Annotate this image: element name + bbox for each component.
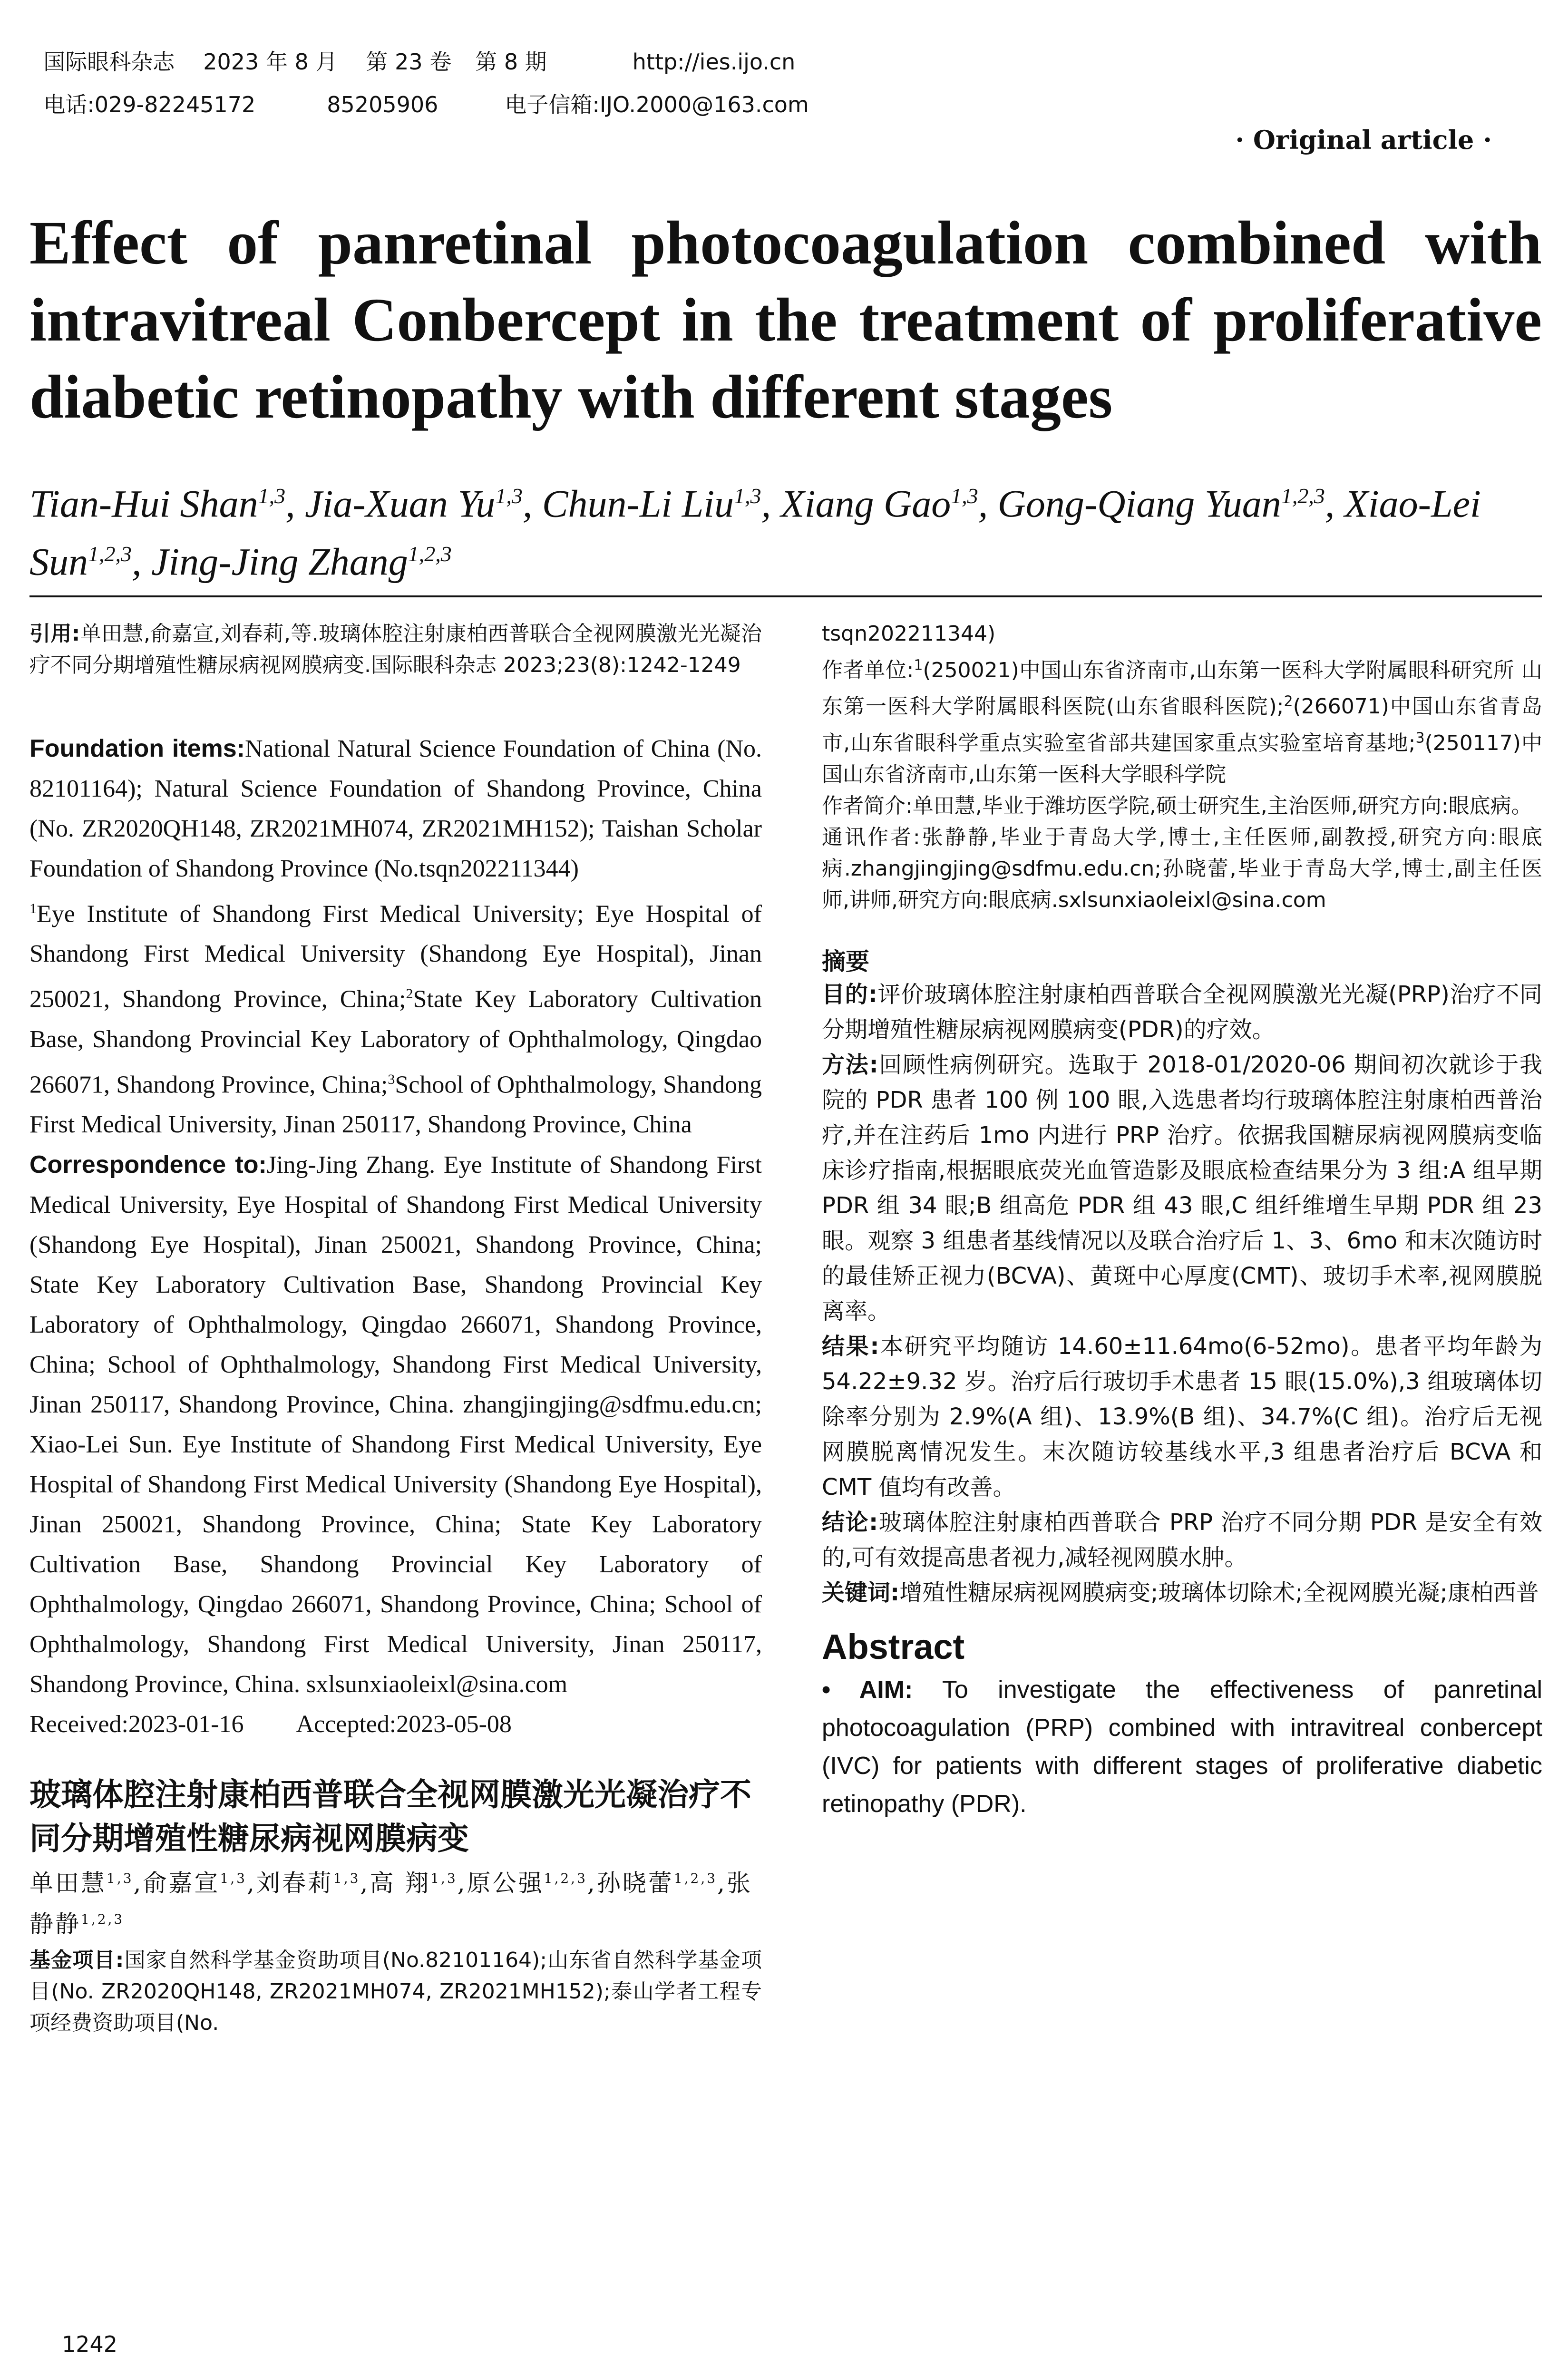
- cn-author-name: 原公强: [467, 1869, 544, 1897]
- cn-author-name: 张静静: [29, 1869, 752, 1938]
- author-affiliation-mark: 1,3: [734, 484, 761, 508]
- article-title: Effect of panretinal photocoagulation combined with intravitreal Conbercept in the treatment of proliferative diabetic retinopathy with different stages: [29, 209, 1542, 431]
- author-name: Jia-Xuan Yu: [305, 482, 496, 526]
- corresponding-author: 通讯作者:张静静,毕业于青岛大学,博士,主任医师,副教授,研究方向:眼底病.zhangjingjing@sdfmu.edu.cn;孙晓蕾,毕业于青岛大学,博士,副主任医师,讲师,研究方向:眼底病.sxlsunxiaoleixl@sina.com: [822, 825, 1542, 912]
- phone: 电话:029-82245172: [43, 92, 256, 117]
- unit-affiliation-mark: 2: [1284, 693, 1293, 710]
- author-affiliation-mark: 1,3: [258, 484, 286, 508]
- author-units: 作者单位:$^1$(250021)中国山东省济南市,山东第一医科大学附属眼科研究所 山东第一医科大学附属眼科医院(山东省眼科医院);$^2$(266071)中国山东省青岛市,山东省眼科学重点实验室省部共建国家重点实验室培育基地;$^3$(250117)中国山东省济南市,山东第一医科大学眼科学院: [822, 657, 1543, 787]
- chinese-title: 玻璃体腔注射康柏西普联合全视网膜激光光凝治疗不同分期增殖性糖尿病视网膜病变: [29, 1776, 751, 1857]
- cn-author-affiliation-mark: 1,2,3: [673, 1870, 718, 1886]
- author-name: Jing-Jing Zhang: [151, 540, 408, 584]
- chinese-author-list: 单田慧$^{1,3}$,俞嘉宣$^{1,3}$,刘春莉$^{1,3}$,高 翔$^{1,3}$,原公强$^{1,2,3}$,孙晓蕾$^{1,2,3}$,张静静$^{1,2,3}$: [29, 1869, 752, 1938]
- author-affiliation-mark: 1,3: [495, 484, 523, 508]
- unit-affiliation-mark: 3: [1415, 730, 1425, 747]
- journal-url: http://ies.ijo.cn: [632, 49, 796, 75]
- keywords: 关键词:增殖性糖尿病视网膜病变;玻璃体切除术;全视网膜光凝;康柏西普: [822, 1579, 1539, 1606]
- title-divider: [29, 595, 1542, 597]
- author-name: Tian-Hui Shan: [29, 482, 258, 526]
- author-affiliation-mark: 1,2,3: [1281, 484, 1325, 508]
- cn-author-name: 孙晓蕾: [596, 1869, 674, 1897]
- citation: 引用:单田慧,俞嘉宣,刘春莉,等.玻璃体腔注射康柏西普联合全视网膜激光光凝治疗不同分期增殖性糖尿病视网膜病变.国际眼科杂志 2023;23(8):1242-1249: [29, 622, 762, 677]
- right-column: [822, 618, 1542, 1823]
- cn-author-name: 高 翔: [370, 1869, 431, 1897]
- cn-author-affiliation-mark: 1,3: [107, 1870, 134, 1886]
- cn-author-affiliation-mark: 1,3: [220, 1870, 247, 1886]
- unit-text: (266071)中国山东省青岛市,山东省眼科学重点实验室省部共建国家重点实验室培育基地;: [822, 694, 1543, 755]
- cn-author-affiliation-mark: 1,3: [333, 1870, 360, 1886]
- foundation-items: Foundation items:National Natural Science Foundation of China (No. 82101164); Natural Science Foundation of Shandong Province, China (No. ZR2020QH148, ZR2021MH074, ZR2021MH152); Taishan Scholar Foundation of Shandong Province (No.tsqn202211344): [29, 735, 762, 882]
- author-affiliation-mark: 1,3: [951, 484, 978, 508]
- affiliations: $^1$Eye Institute of Shandong First Medical University; Eye Hospital of Shandong First Medical University (Shandong Eye Hospital), Jinan 250021, Shandong Province, China;$^2$State Key Laboratory Cultivation Base, Shandong Provincial Key Laboratory of Ophthalmology, Qingdao 266071, Shandong Province, China;$^3$School of Ophthalmology, Shandong First Medical University, Jinan 250117, Shandong Province, China: [29, 900, 762, 1138]
- journal-name: 国际眼科杂志: [43, 49, 175, 75]
- cn-author-name: 单田慧: [29, 1869, 107, 1897]
- email: 电子信箱:IJO.2000@163.com: [505, 92, 809, 117]
- abstract-aim: 目的:评价玻璃体腔注射康柏西普联合全视网膜激光光凝(PRP)治疗不同分期增殖性糖尿病视网膜病变(PDR)的疗效。: [822, 981, 1542, 1043]
- phone2: 85205906: [327, 92, 438, 117]
- english-abstract-heading: Abstract: [822, 1627, 965, 1666]
- cn-author-affiliation-mark: 1,3: [430, 1870, 458, 1886]
- author-name: Gong-Qiang Yuan: [997, 482, 1281, 526]
- author-affiliation-mark: 1,2,3: [408, 542, 452, 566]
- received-date: Received:2023-01-16: [29, 1710, 244, 1738]
- abstract-aim-en: • AIM: To investigate the effectiveness of panretinal photocoagulation (PRP) combined with intravitreal conbercept (IVC) for patients with different stages of proliferative diabetic retinopathy (PDR).: [822, 1676, 1542, 1818]
- correspondence: Correspondence to:Jing-Jing Zhang. Eye Institute of Shandong First Medical University, Eye Hospital of Shandong First Medical University (Shandong Eye Hospital), Jinan 250021, Shandong Province, China; State Key Laboratory Cultivation Base, Shandong Provincial Key Laboratory of Ophthalmology, Qingdao 266071, Shandong Province, China; School of Ophthalmology, Shandong First Medical University, Jinan 250117, Shandong Province, China. zhangjingjing@sdfmu.edu.cn; Xiao-Lei Sun. Eye Institute of Shandong First Medical University, Eye Hospital of Shandong First Medical University (Shandong Eye Hospital), Jinan 250021, Shandong Province, China; State Key Laboratory Cultivation Base, Shandong Provincial Key Laboratory of Ophthalmology, Qingdao 266071, Shandong Province, China; School of Ophthalmology, Shandong First Medical University, Jinan 250117, Shandong Province, China. sxlsunxiaoleixl@sina.com: [29, 1150, 762, 1698]
- cn-author-name: 俞嘉宣: [143, 1869, 220, 1897]
- journal-header-line2: [29, 62, 809, 119]
- author-name: Xiao-Lei Sun: [29, 482, 1481, 584]
- unit-text: (250117)中国山东省济南市,山东第一医科大学眼科学院: [822, 731, 1543, 787]
- accepted-date: Accepted:2023-05-08: [296, 1710, 512, 1738]
- chinese-abstract-heading: 摘要: [822, 947, 869, 975]
- unit-affiliation-mark: 1: [914, 657, 923, 673]
- cn-author-name: 刘春莉: [256, 1869, 333, 1897]
- received-accepted: [29, 1705, 762, 1744]
- left-column: [29, 618, 762, 2039]
- author-list: Tian-Hui Shan$^{1,3}$, Jia-Xuan Yu$^{1,3}$, Chun-Li Liu$^{1,3}$, Xiang Gao$^{1,3}$, Gong-Qiang Yuan$^{1,2,3}$, Xiao-Lei Sun$^{1,2,3}$, Jing-Jing Zhang$^{1,2,3}$: [29, 482, 1481, 584]
- abstract-methods: 方法:回顾性病例研究。选取于 2018-01/2020-06 期间初次就诊于我院的 PDR 患者 100 例 100 眼,入选患者均行玻璃体腔注射康柏西普治疗,并在注药后 1mo 内进行 PRP 治疗。依据我国糖尿病视网膜病变临床诊疗指南,根据眼底荧光血管造影及眼底检查结果分为 3 组:A 组早期 PDR 组 34 眼;B 组高危 PDR 组 43 眼,C 组纤维增生早期 PDR 组 23 眼。观察 3 组患者基线情况以及联合治疗后 1、3、6mo 和末次随访时的最佳矫正视力(BCVA)、黄斑中心厚度(CMT)、玻切手术率,视网膜脱离率。: [822, 1051, 1542, 1325]
- cn-author-affiliation-mark: 1,2,3: [544, 1870, 587, 1886]
- article-type: · Original article ·: [1235, 125, 1492, 155]
- fund-continued: tsqn202211344): [822, 622, 996, 646]
- cn-author-affiliation-mark: 1,2,3: [81, 1911, 125, 1927]
- author-bio: 作者简介:单田慧,毕业于潍坊医学院,硕士研究生,主治医师,研究方向:眼底病。: [822, 793, 1532, 818]
- author-name: Xiang Gao: [780, 482, 951, 526]
- issue-number: 第 8 期: [475, 49, 547, 75]
- page-number: 1242: [62, 2331, 118, 2357]
- unit-text: (250021)中国山东省济南市,山东第一医科大学附属眼科研究所 山东第一医科大学附属眼科医院(山东省眼科医院);: [822, 658, 1542, 719]
- author-affiliation-mark: 1,2,3: [88, 542, 132, 566]
- issue-date: 2023 年 8 月: [203, 49, 338, 75]
- abstract-conclusion: 结论:玻璃体腔注射康柏西普联合 PRP 治疗不同分期 PDR 是安全有效的,可有效提高患者视力,减轻视网膜水肿。: [822, 1509, 1542, 1571]
- author-units-text: [822, 658, 1542, 787]
- volume: 第 23 卷: [366, 49, 452, 75]
- chinese-fund: 基金项目:国家自然科学基金资助项目(No.82101164);山东省自然科学基金项目(No. ZR2020QH148, ZR2021MH074, ZR2021MH152);泰山学者工程专项经费资助项目(No.: [29, 1948, 762, 2036]
- abstract-results: 结果:本研究平均随访 14.60±11.64mo(6-52mo)。患者平均年龄为 54.22±9.32 岁。治疗后行玻切手术患者 15 眼(15.0%),3 组玻璃体切除率分别为 2.9%(A 组)、13.9%(B 组)、34.7%(C 组)。治疗后无视网膜脱离情况发生。末次随访较基线水平,3 组患者治疗后 BCVA 和 CMT 值均有改善。: [822, 1333, 1543, 1500]
- author-name: Chun-Li Liu: [542, 482, 734, 526]
